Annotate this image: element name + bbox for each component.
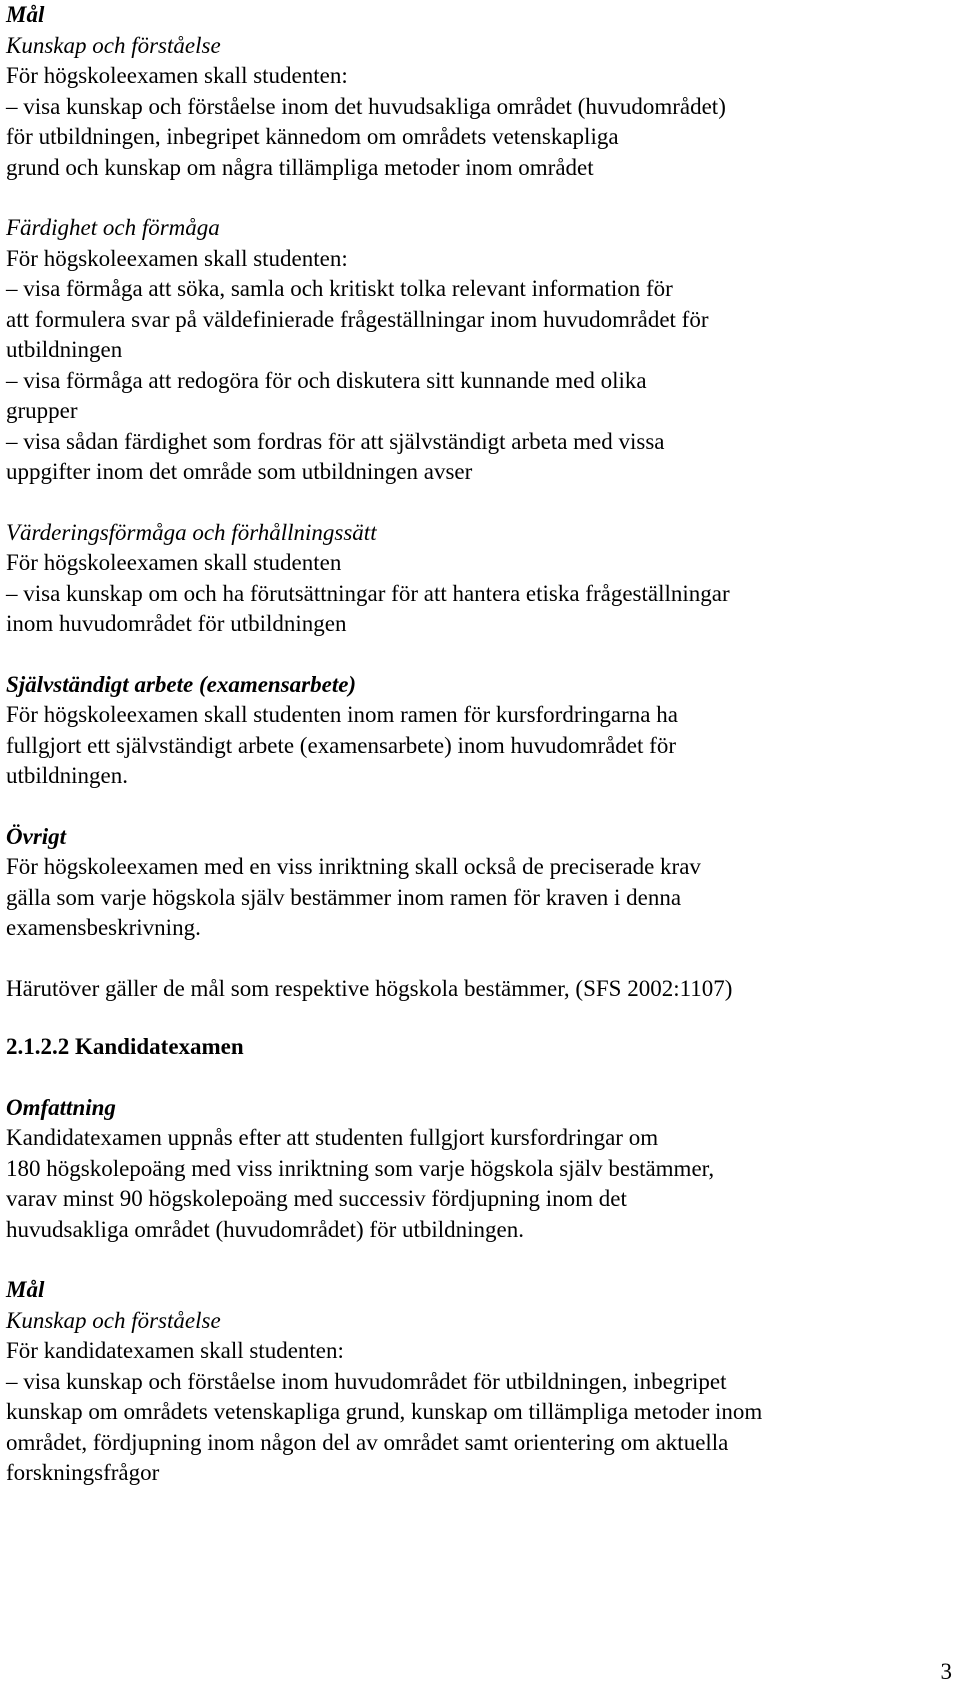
- spacer: [6, 183, 946, 213]
- body-line: examensbeskrivning.: [6, 915, 201, 940]
- spacer: [6, 944, 946, 974]
- intro-line: För kandidatexamen skall studenten:: [6, 1338, 344, 1363]
- intro-line: För högskoleexamen skall studenten: [6, 550, 342, 575]
- body-line: fullgjort ett självständigt arbete (examensarbete) inom huvudområdet för: [6, 732, 676, 758]
- page-number: 3: [940, 1659, 952, 1684]
- body-line: grund och kunskap om några tillämpliga metoder inom området: [6, 154, 594, 180]
- body-line: För högskoleexamen med en viss inriktning skall också de preciserade krav: [6, 854, 701, 879]
- body-line: 180 högskolepoäng med viss inriktning som varje högskola själv bestämmer,: [6, 1155, 715, 1181]
- body-line: att formulera svar på väldefinierade frågeställningar inom huvudområdet för: [6, 306, 709, 332]
- body-line: för utbildningen, inbegripet kännedom om områdets vetenskapliga: [6, 124, 619, 149]
- harutover-line: Härutöver gäller de mål som respektive högskola bestämmer, (SFS 2002:1107): [6, 975, 733, 1001]
- body-line: gälla som varje högskola själv bestämmer inom ramen för kraven i denna: [6, 884, 682, 910]
- intro-line: För högskoleexamen skall studenten:: [6, 63, 348, 88]
- spacer: [6, 1063, 946, 1093]
- section-heading-ovrigt: Övrigt: [6, 823, 67, 849]
- body-line: kunskap om områdets vetenskapliga grund, kunskap om tillämpliga metoder inom: [6, 1399, 763, 1424]
- body-line: – visa förmåga att redogöra för och diskutera sitt kunnande med olika: [6, 367, 647, 393]
- section-heading-mal: Mål: [6, 2, 45, 27]
- body-line: varav minst 90 högskolepoäng med successiv fördjupning inom det: [6, 1186, 627, 1211]
- spacer: [6, 488, 946, 518]
- body-line: För högskoleexamen skall studenten inom ramen för kursfordringarna ha: [6, 702, 678, 727]
- intro-line: För högskoleexamen skall studenten:: [6, 245, 348, 271]
- section-heading-sjalvstandigt: Självständigt arbete (examensarbete): [6, 671, 357, 697]
- body-line: forskningsfrågor: [6, 1460, 160, 1485]
- subheading-fardighet: Färdighet och förmåga: [6, 215, 220, 240]
- body-line: området, fördjupning inom någon del av området samt orientering om aktuella: [6, 1429, 729, 1455]
- body-line: utbildningen.: [6, 763, 129, 788]
- body-line: grupper: [6, 398, 78, 423]
- document-page: [6, 0, 946, 1489]
- spacer: [6, 1004, 946, 1032]
- subheading-kunskap: Kunskap och förståelse: [6, 32, 221, 58]
- section-heading-omfattning: Omfattning: [6, 1094, 116, 1120]
- body-line: inom huvudområdet för utbildningen: [6, 611, 347, 636]
- body-line: – visa kunskap om och ha förutsättningar för att hantera etiska frågeställningar: [6, 580, 730, 606]
- section-heading-mal-kandidat: Mål: [6, 1277, 45, 1302]
- section-heading-kandidatexamen: 2.1.2.2 Kandidatexamen: [6, 1034, 244, 1059]
- body-line: – visa sådan färdighet som fordras för att självständigt arbeta med vissa: [6, 428, 665, 454]
- subheading-vardering: Värderingsförmåga och förhållningssätt: [6, 519, 377, 545]
- body-line: – visa förmåga att söka, samla och kritiskt tolka relevant information för: [6, 276, 673, 301]
- body-line: utbildningen: [6, 337, 123, 362]
- body-line: Kandidatexamen uppnås efter att studenten fullgjort kursfordringar om: [6, 1125, 659, 1150]
- body-line: huvudsakliga området (huvudområdet) för utbildningen.: [6, 1216, 525, 1242]
- spacer: [6, 792, 946, 822]
- body-line: – visa kunskap och förståelse inom huvudområdet för utbildningen, inbegripet: [6, 1368, 727, 1394]
- body-line: – visa kunskap och förståelse inom det huvudsakliga området (huvudområdet): [6, 93, 726, 119]
- subheading-kunskap-kandidat: Kunskap och förståelse: [6, 1307, 221, 1333]
- body-line: uppgifter inom det område som utbildningen avser: [6, 459, 473, 484]
- spacer: [6, 640, 946, 670]
- spacer: [6, 1245, 946, 1275]
